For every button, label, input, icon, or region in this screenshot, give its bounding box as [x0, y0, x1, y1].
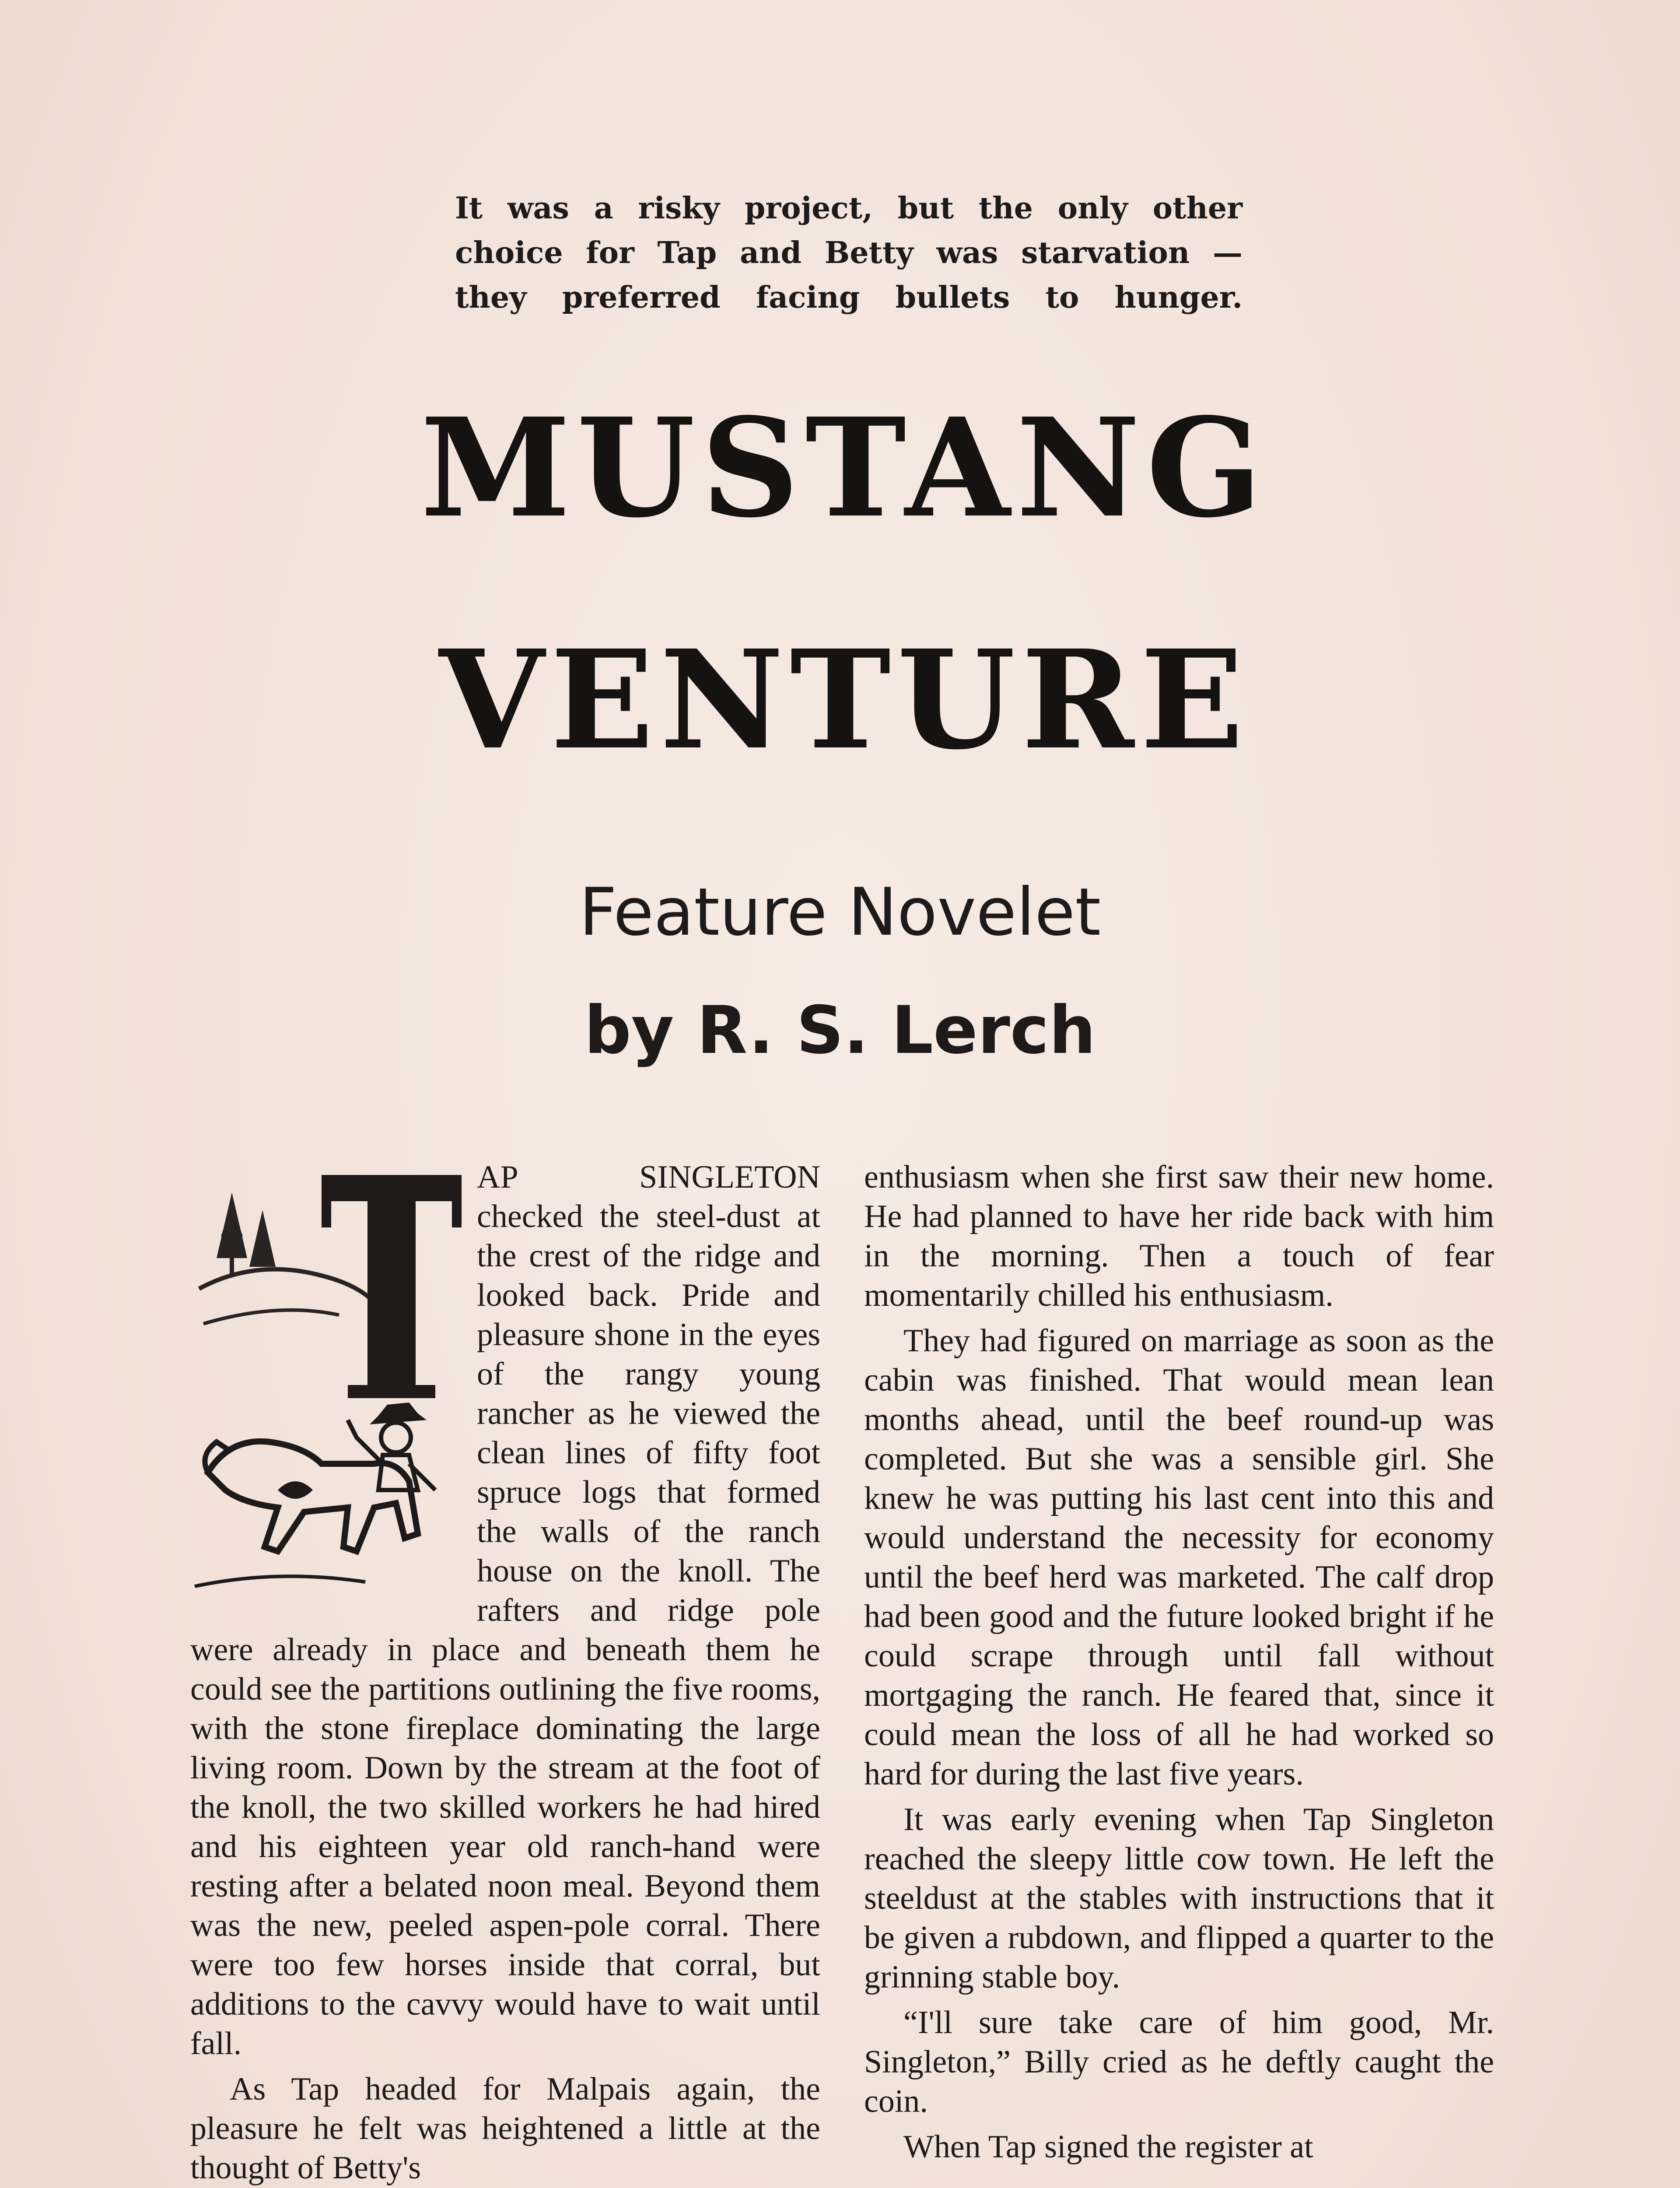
- tagline-line-2: choice for Tap and Betty was starvation —: [455, 235, 1242, 270]
- tagline-line-1: It was a risky project, but the only other: [455, 191, 1242, 226]
- dropcap-letter: T: [190, 1154, 193, 1159]
- story-title-line-1: MUSTANG: [420, 389, 1268, 548]
- paragraph: They had figured on marriage as soon as the cabin was finished. That would mean lean months ahead, until the beef round-up was completed. But she was a sensible girl. She knew he was putting his last cent into this and would understand the necessity for economy until the beef herd was marketed. The calf drop had been good and the future looked bright if he could scrape through until fall without mortgaging the ranch. He feared that, since it could mean the loss of all he had worked so hard for during the last five years.: [864, 1323, 1494, 1792]
- paragraph: As Tap headed for Malpais again, the pleasure he felt was heightened a little at the thought of Betty's: [190, 2071, 820, 2186]
- story-title-line-2: VENTURE: [439, 621, 1250, 780]
- tagline-line-3: they preferred facing bullets to hunger.: [455, 280, 1242, 315]
- body-column-right: [864, 1157, 1494, 2167]
- story-subtitle: Feature Novelet: [579, 874, 1101, 950]
- paragraph: “I'll sure take care of him good, Mr. Singleton,” Billy cried as he deftly caught the coin.: [864, 2005, 1494, 2119]
- story-byline: by R. S. Lerch: [584, 992, 1096, 1069]
- paragraph: AP SINGLETON checked the steel-dust at the crest of the ridge and looked back. Pride and pleasure shone in the eyes of the rangy young rancher as he viewed the clean lines of fifty foot spruce logs that formed the walls of the ranch house on the knoll. The rafters and ridge pole were already in place and beneath them he could see the partitions outlining the five rooms, with the stone fireplace dominating the large living room. Down by the stream at the foot of the knoll, the two skilled workers he had hired and his eighteen year old ranch-hand were resting after a belated noon meal. Beyond them was the new, peeled aspen-pole corral. There were too few horses inside that corral, but additions to the cavvy would have to wait until fall.: [190, 1159, 820, 2062]
- body-column-left: [190, 1154, 820, 2188]
- paragraph: It was early evening when Tap Singleton reached the sleepy little cow town. He left the steeldust at the stables with instructions that it be given a rubdown, and flipped a quarter to the grinning stable boy.: [864, 1802, 1494, 1995]
- tagline: [455, 186, 1242, 320]
- paragraph: When Tap signed the register at: [903, 2129, 1313, 2165]
- dropcap-illustration: [190, 1154, 468, 1595]
- rider-on-horse-illustration-icon: [190, 1154, 468, 1595]
- paragraph: enthusiasm when she first saw their new home. He had planned to have her ride back with him in the morning. Then a touch of fear momentarily chilled his enthusiasm.: [864, 1159, 1494, 1313]
